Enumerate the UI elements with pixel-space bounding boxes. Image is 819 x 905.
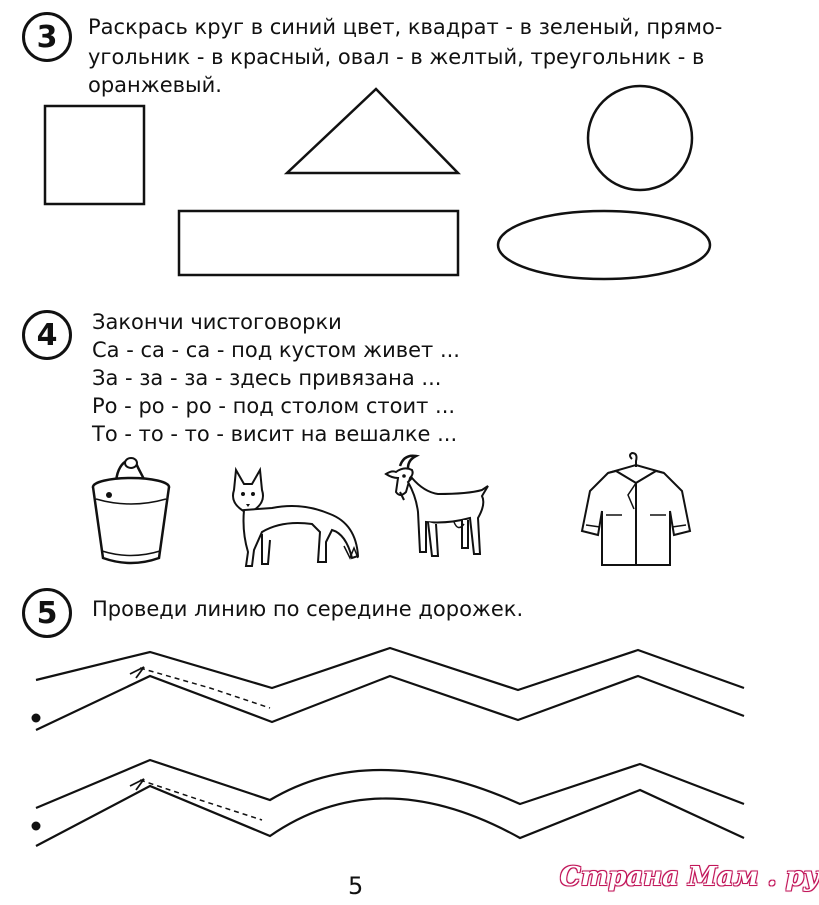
- track1-lower-line: [36, 676, 744, 730]
- task3-instruction-line1: Раскрась круг в синий цвет, квадрат - в зеленый, прямо-: [88, 15, 723, 39]
- task3-instruction-line3: оранжевый.: [88, 73, 222, 97]
- page-number: 5: [348, 872, 364, 900]
- track2-arrow-icon: [130, 779, 144, 790]
- track2-start-dot[interactable]: [32, 822, 41, 831]
- task-number-4: 4: [22, 310, 72, 360]
- task4-title: Закончи чистоговорки: [92, 310, 342, 334]
- task-number-5: 5: [22, 588, 72, 638]
- task5-instruction: Проведи линию по середине дорожек.: [92, 597, 524, 621]
- track2-dotted-guide: [140, 780, 262, 820]
- task3-instruction-line2: угольник - в красный, овал - в желтый, треугольник - в: [88, 45, 705, 69]
- tongue-twister-line-2: За - за - за - здесь привязана ...: [92, 366, 442, 390]
- track1-arrow-icon: [130, 667, 144, 678]
- task-number-3: 3: [22, 12, 72, 62]
- track1-start-dot[interactable]: [32, 714, 41, 723]
- tongue-twister-line-1: Са - са - са - под кустом живет ...: [92, 338, 460, 362]
- track1-dotted-guide: [140, 668, 270, 708]
- track2-lower-line: [36, 786, 744, 846]
- tongue-twister-line-4: То - то - то - висит на вешалке ...: [92, 422, 458, 446]
- track2-upper-line: [36, 760, 744, 808]
- tongue-twister-line-3: Ро - ро - ро - под столом стоит ...: [92, 394, 456, 418]
- watermark: Страна Мам . ру: [560, 862, 819, 892]
